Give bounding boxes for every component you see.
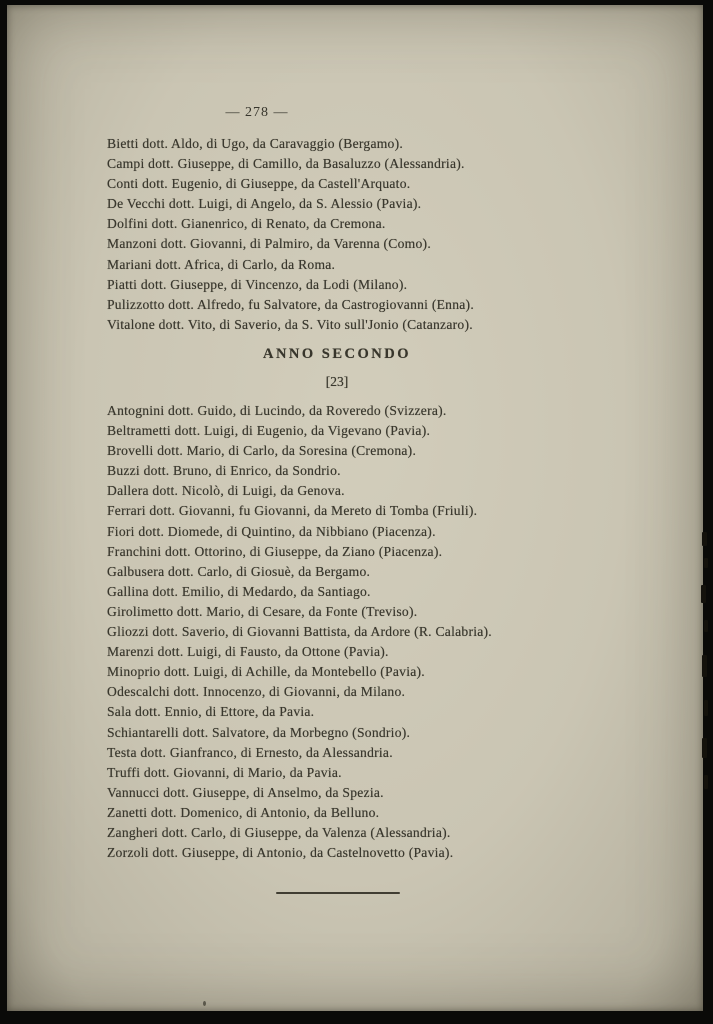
list-entry: Zorzoli dott. Giuseppe, di Antonio, da Castelnovetto (Pavia). — [107, 845, 454, 861]
list-entry: Beltrametti dott. Luigi, di Eugenio, da Vigevano (Pavia). — [107, 423, 431, 439]
list-entry: Conti dott. Eugenio, di Giuseppe, da Castell'Arquato. — [107, 176, 411, 192]
list-entry: Gallina dott. Emilio, di Medardo, da Santiago. — [107, 583, 371, 599]
scan-artifact — [704, 558, 708, 568]
first-year-name-list — [107, 134, 633, 335]
list-entry: Vannucci dott. Giuseppe, di Anselmo, da Spezia. — [107, 784, 384, 800]
list-entry: Truffi dott. Giovanni, di Mario, da Pavia. — [107, 764, 342, 780]
list-entry: Bietti dott. Aldo, di Ugo, da Caravaggio (Bergamo). — [107, 136, 404, 151]
end-of-section-rule — [276, 892, 400, 894]
list-entry: Testa dott. Gianfranco, di Ernesto, da Alessandria. — [107, 744, 393, 760]
list-entry: Manzoni dott. Giovanni, di Palmiro, da Varenna (Como). — [107, 236, 431, 252]
section-heading: ANNO SECONDO — [262, 346, 412, 362]
list-entry: De Vecchi dott. Luigi, di Angelo, da S. Alessio (Pavia). — [107, 196, 422, 212]
scan-artifact — [702, 655, 707, 677]
list-entry: Ferrari dott. Giovanni, fu Giovanni, da Mereto di Tomba (Friuli). — [107, 503, 478, 519]
scan-artifact — [702, 532, 707, 546]
list-entry: Dolfini dott. Gianenrico, di Renato, da Cremona. — [107, 216, 386, 232]
list-entry: Fiori dott. Diomede, di Quintino, da Nibbiano (Piacenza). — [107, 523, 436, 539]
list-entry: Gliozzi dott. Saverio, di Giovanni Battista, da Ardore (R. Calabria). — [107, 624, 492, 640]
scan-artifact — [704, 620, 708, 632]
list-entry: Vitalone dott. Vito, di Saverio, da S. Vito sull'Jonio (Catanzaro). — [107, 316, 473, 332]
list-entry: Dallera dott. Nicolò, di Luigi, da Genova. — [107, 483, 345, 499]
list-entry: Mariani dott. Africa, di Carlo, da Roma. — [107, 256, 336, 272]
list-entry: Brovelli dott. Mario, di Carlo, da Soresina (Cremona). — [107, 443, 417, 459]
scan-smudge — [203, 1001, 206, 1006]
list-entry: Franchini dott. Ottorino, di Giuseppe, da Ziano (Piacenza). — [107, 543, 443, 559]
list-entry: Galbusera dott. Carlo, di Giosuè, da Bergamo. — [107, 563, 371, 579]
section-entry-count: [23] — [325, 374, 349, 389]
list-entry: Girolimetto dott. Mario, di Cesare, da Fonte (Treviso). — [107, 603, 418, 619]
list-entry: Marenzi dott. Luigi, di Fausto, da Ottone (Pavia). — [107, 644, 389, 660]
second-year-name-list — [107, 401, 633, 863]
paper-background — [7, 5, 703, 1011]
list-entry: Zanetti dott. Domenico, di Antonio, da Belluno. — [107, 804, 380, 820]
list-entry: Buzzi dott. Bruno, di Enrico, da Sondrio. — [107, 463, 341, 479]
list-entry: Minoprio dott. Luigi, di Achille, da Montebello (Pavia). — [107, 664, 425, 680]
page-number: — 278 — — [225, 105, 289, 120]
list-entry: Odescalchi dott. Innocenzo, di Giovanni, da Milano. — [107, 684, 406, 700]
scan-artifact — [701, 585, 706, 603]
list-entry: Sala dott. Ennio, di Ettore, da Pavia. — [107, 704, 315, 720]
scan-artifact — [704, 775, 708, 789]
list-entry: Campi dott. Giuseppe, di Camillo, da Basaluzzo (Alessandria). — [107, 156, 465, 172]
list-entry: Zangheri dott. Carlo, di Giuseppe, da Valenza (Alessandria). — [107, 824, 451, 840]
list-entry: Schiantarelli dott. Salvatore, da Morbegno (Sondrio). — [107, 724, 411, 740]
list-entry: Antognini dott. Guido, di Lucindo, da Roveredo (Svizzera). — [107, 403, 447, 418]
list-entry: Piatti dott. Giuseppe, di Vincenzo, da Lodi (Milano). — [107, 276, 408, 292]
scan-artifact — [702, 738, 707, 758]
scan-artifact — [704, 700, 708, 716]
list-entry: Pulizzotto dott. Alfredo, fu Salvatore, da Castrogiovanni (Enna). — [107, 296, 474, 312]
